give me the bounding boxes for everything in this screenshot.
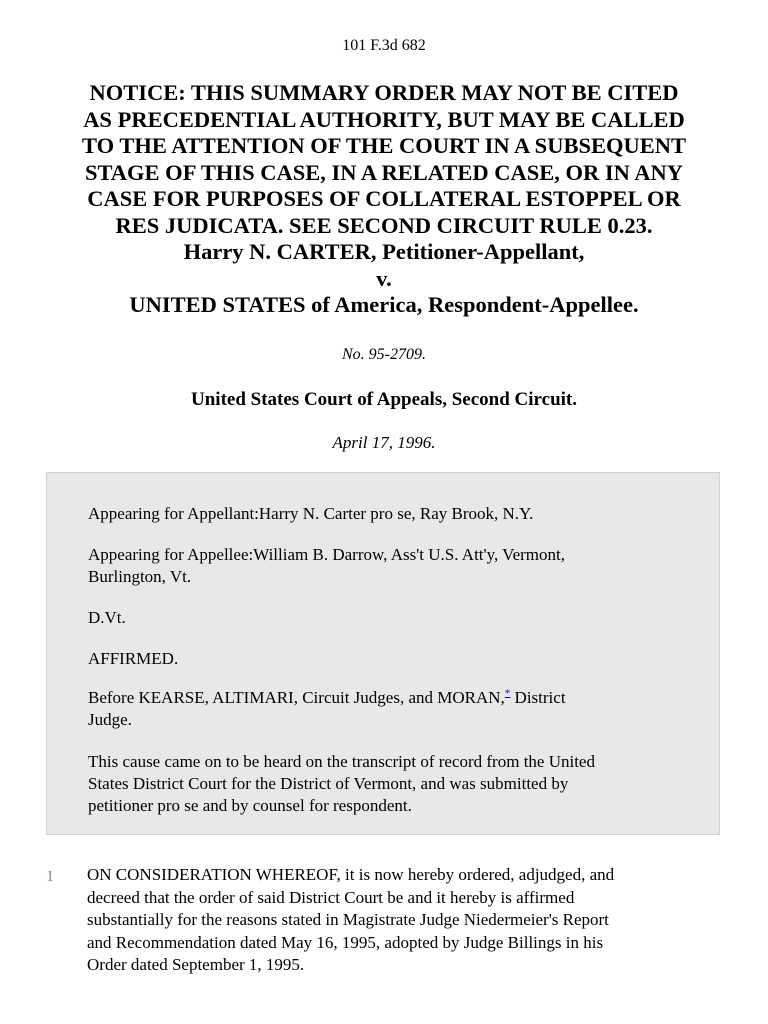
panel-line: Judge.: [88, 710, 132, 729]
citation: 101 F.3d 682: [342, 37, 426, 54]
petitioner: Harry N. CARTER, Petitioner-Appellant,: [183, 239, 585, 264]
case-info-box: [46, 472, 720, 835]
panel: [88, 687, 698, 731]
decision-date: April 17, 1996.: [332, 433, 436, 452]
lower-court: D.Vt.: [88, 608, 126, 627]
case-title: [20, 80, 748, 319]
cause-statement: [88, 751, 698, 817]
docket-number: No. 95-2709.: [342, 346, 426, 363]
appellee-counsel-line: Burlington, Vt.: [88, 567, 192, 586]
appellee-counsel: [88, 544, 698, 588]
notice-line: RES JUDICATA. SEE SECOND CIRCUIT RULE 0.23.: [115, 212, 653, 238]
appellant-counsel: Appearing for Appellant:Harry N. Carter pro se, Ray Brook, N.Y.: [88, 504, 534, 523]
paragraph-line: Order dated September 1, 1995.: [87, 955, 305, 974]
paragraph-line: and Recommendation dated May 16, 1995, adopted by Judge Billings in his: [87, 932, 604, 952]
footnote-link[interactable]: *: [504, 687, 511, 700]
cause-line: This cause came on to be heard on the transcript of record from the United: [88, 752, 595, 771]
notice-line: NOTICE: THIS SUMMARY ORDER MAY NOT BE CITED: [89, 80, 679, 105]
notice-line: TO THE ATTENTION OF THE COURT IN A SUBSEQUENT: [82, 133, 686, 158]
cause-line: States District Court for the District of Vermont, and was submitted by: [88, 774, 569, 793]
panel-text: Before KEARSE, ALTIMARI, Circuit Judges, and MORAN,: [88, 688, 505, 707]
disposition: AFFIRMED.: [88, 649, 179, 668]
respondent: UNITED STATES of America, Respondent-Appellee.: [129, 292, 639, 317]
paragraph-line: decreed that the order of said District Court be and it hereby is affirmed: [87, 887, 575, 907]
cause-line: petitioner pro se and by counsel for respondent.: [88, 796, 412, 815]
paragraph-number: 1: [46, 868, 54, 885]
court-name: United States Court of Appeals, Second Circuit.: [191, 389, 577, 410]
panel-text: District: [510, 688, 566, 707]
order-paragraph: [87, 864, 727, 977]
notice-line: STAGE OF THIS CASE, IN A RELATED CASE, OR IN ANY: [84, 159, 684, 185]
paragraph-line: substantially for the reasons stated in Magistrate Judge Niedermeier's Report: [87, 910, 609, 929]
notice-line: CASE FOR PURPOSES OF COLLATERAL ESTOPPEL OR: [87, 186, 681, 211]
versus: v.: [376, 265, 392, 291]
appellee-counsel-line: Appearing for Appellee:William B. Darrow, Ass't U.S. Att'y, Vermont,: [88, 545, 565, 564]
notice-line: AS PRECEDENTIAL AUTHORITY, BUT MAY BE CALLED: [83, 106, 685, 132]
panel-line: [88, 687, 698, 709]
paragraph-line: ON CONSIDERATION WHEREOF, it is now hereby ordered, adjudged, and: [87, 865, 615, 884]
